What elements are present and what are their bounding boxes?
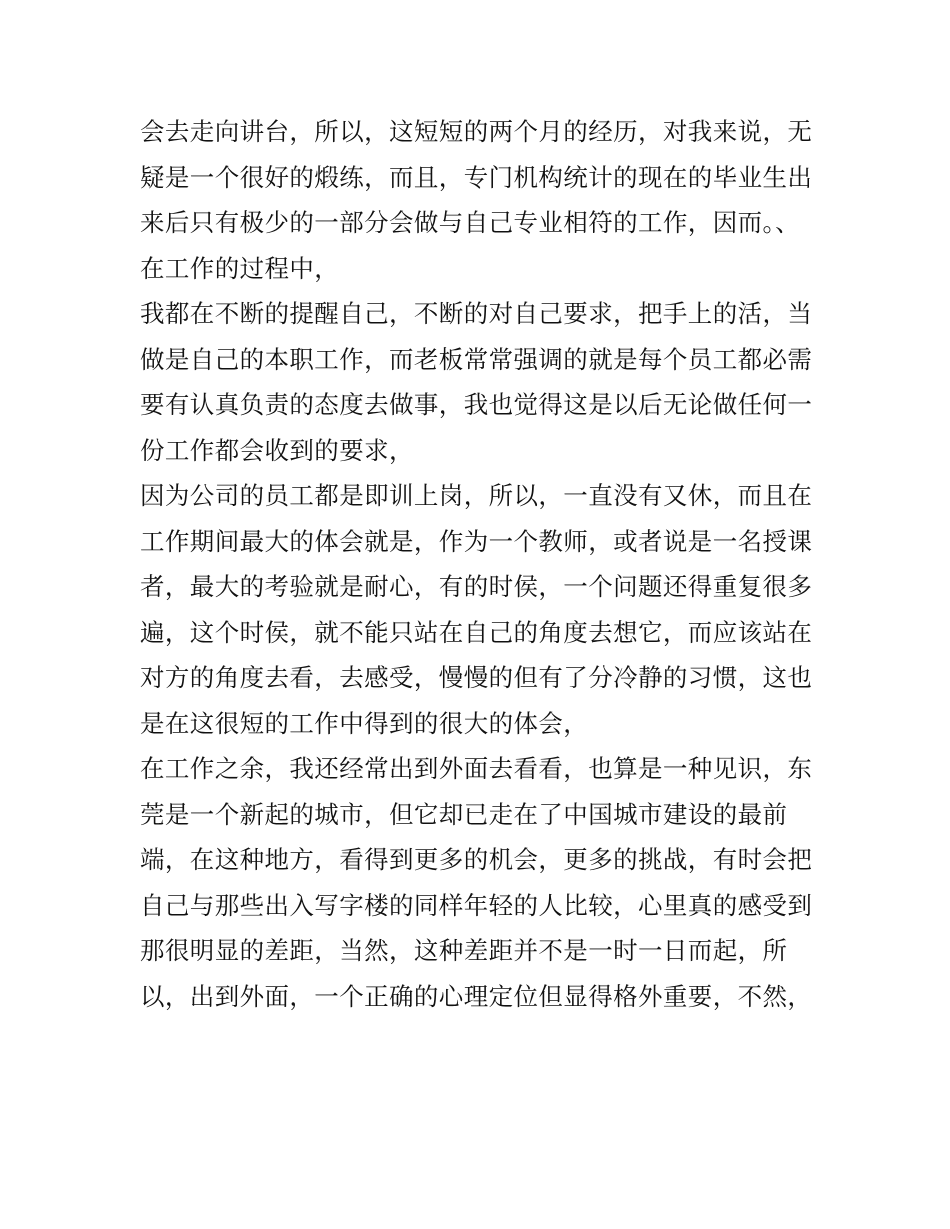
- text-line: 莞是一个新起的城市，但它却已走在了中国城市建设的最前: [140, 799, 788, 829]
- text-line: 因为公司的员工都是即训上岗，所以，一直没有又休，而且在: [140, 481, 813, 510]
- text-line: 疑是一个很好的煅练，而且，专门机构统计的现在的毕业生出: [140, 162, 813, 192]
- text-line: 那很明显的差距，当然，这种差距并不是一时一日而起，所: [140, 936, 788, 965]
- text-line: 来后只有极少的一部分会做与自己专业相符的工作，因而。、: [140, 208, 801, 237]
- body-text: [140, 109, 820, 1019]
- text-line: 者，最大的考验就是耐心，有的时侯，一个问题还得重复很多: [140, 572, 813, 601]
- text-line: 会去走向讲台，所以，这短短的两个月的经历，对我来说，无: [140, 117, 813, 146]
- text-line: 在工作的过程中，: [140, 253, 340, 283]
- text-line: 自己与那些出入写字楼的同样年轻的人比较，心里真的感受到: [140, 890, 813, 920]
- text-line: 工作期间最大的体会就是，作为一个教师，或者说是一名授课: [140, 526, 813, 556]
- text-line: 要有认真负责的态度去做事，我也觉得这是以后无论做任何一: [140, 390, 813, 419]
- text-line: 份工作都会收到的要求，: [140, 435, 414, 465]
- text-line: 以，出到外面，一个正确的心理定位但显得格外重要，不然，: [140, 981, 813, 1011]
- text-line: 端，在这种地方，看得到更多的机会，更多的挑战，有时会把: [140, 845, 813, 874]
- text-line: 做是自己的本职工作，而老板常常强调的就是每个员工都必需: [140, 344, 813, 374]
- text-line: 是在这很短的工作中得到的很大的体会，: [140, 708, 589, 738]
- text-line: 遍，这个时侯，就不能只站在自己的角度去想它，而应该站在: [140, 617, 813, 647]
- text-line: 对方的角度去看，去感受，慢慢的但有了分冷静的习惯，这也: [140, 663, 813, 692]
- text-line: 我都在不断的提醒自己，不断的对自己要求，把手上的活，当: [140, 299, 813, 328]
- text-line: 在工作之余，我还经常出到外面去看看，也算是一种见识，东: [140, 754, 813, 783]
